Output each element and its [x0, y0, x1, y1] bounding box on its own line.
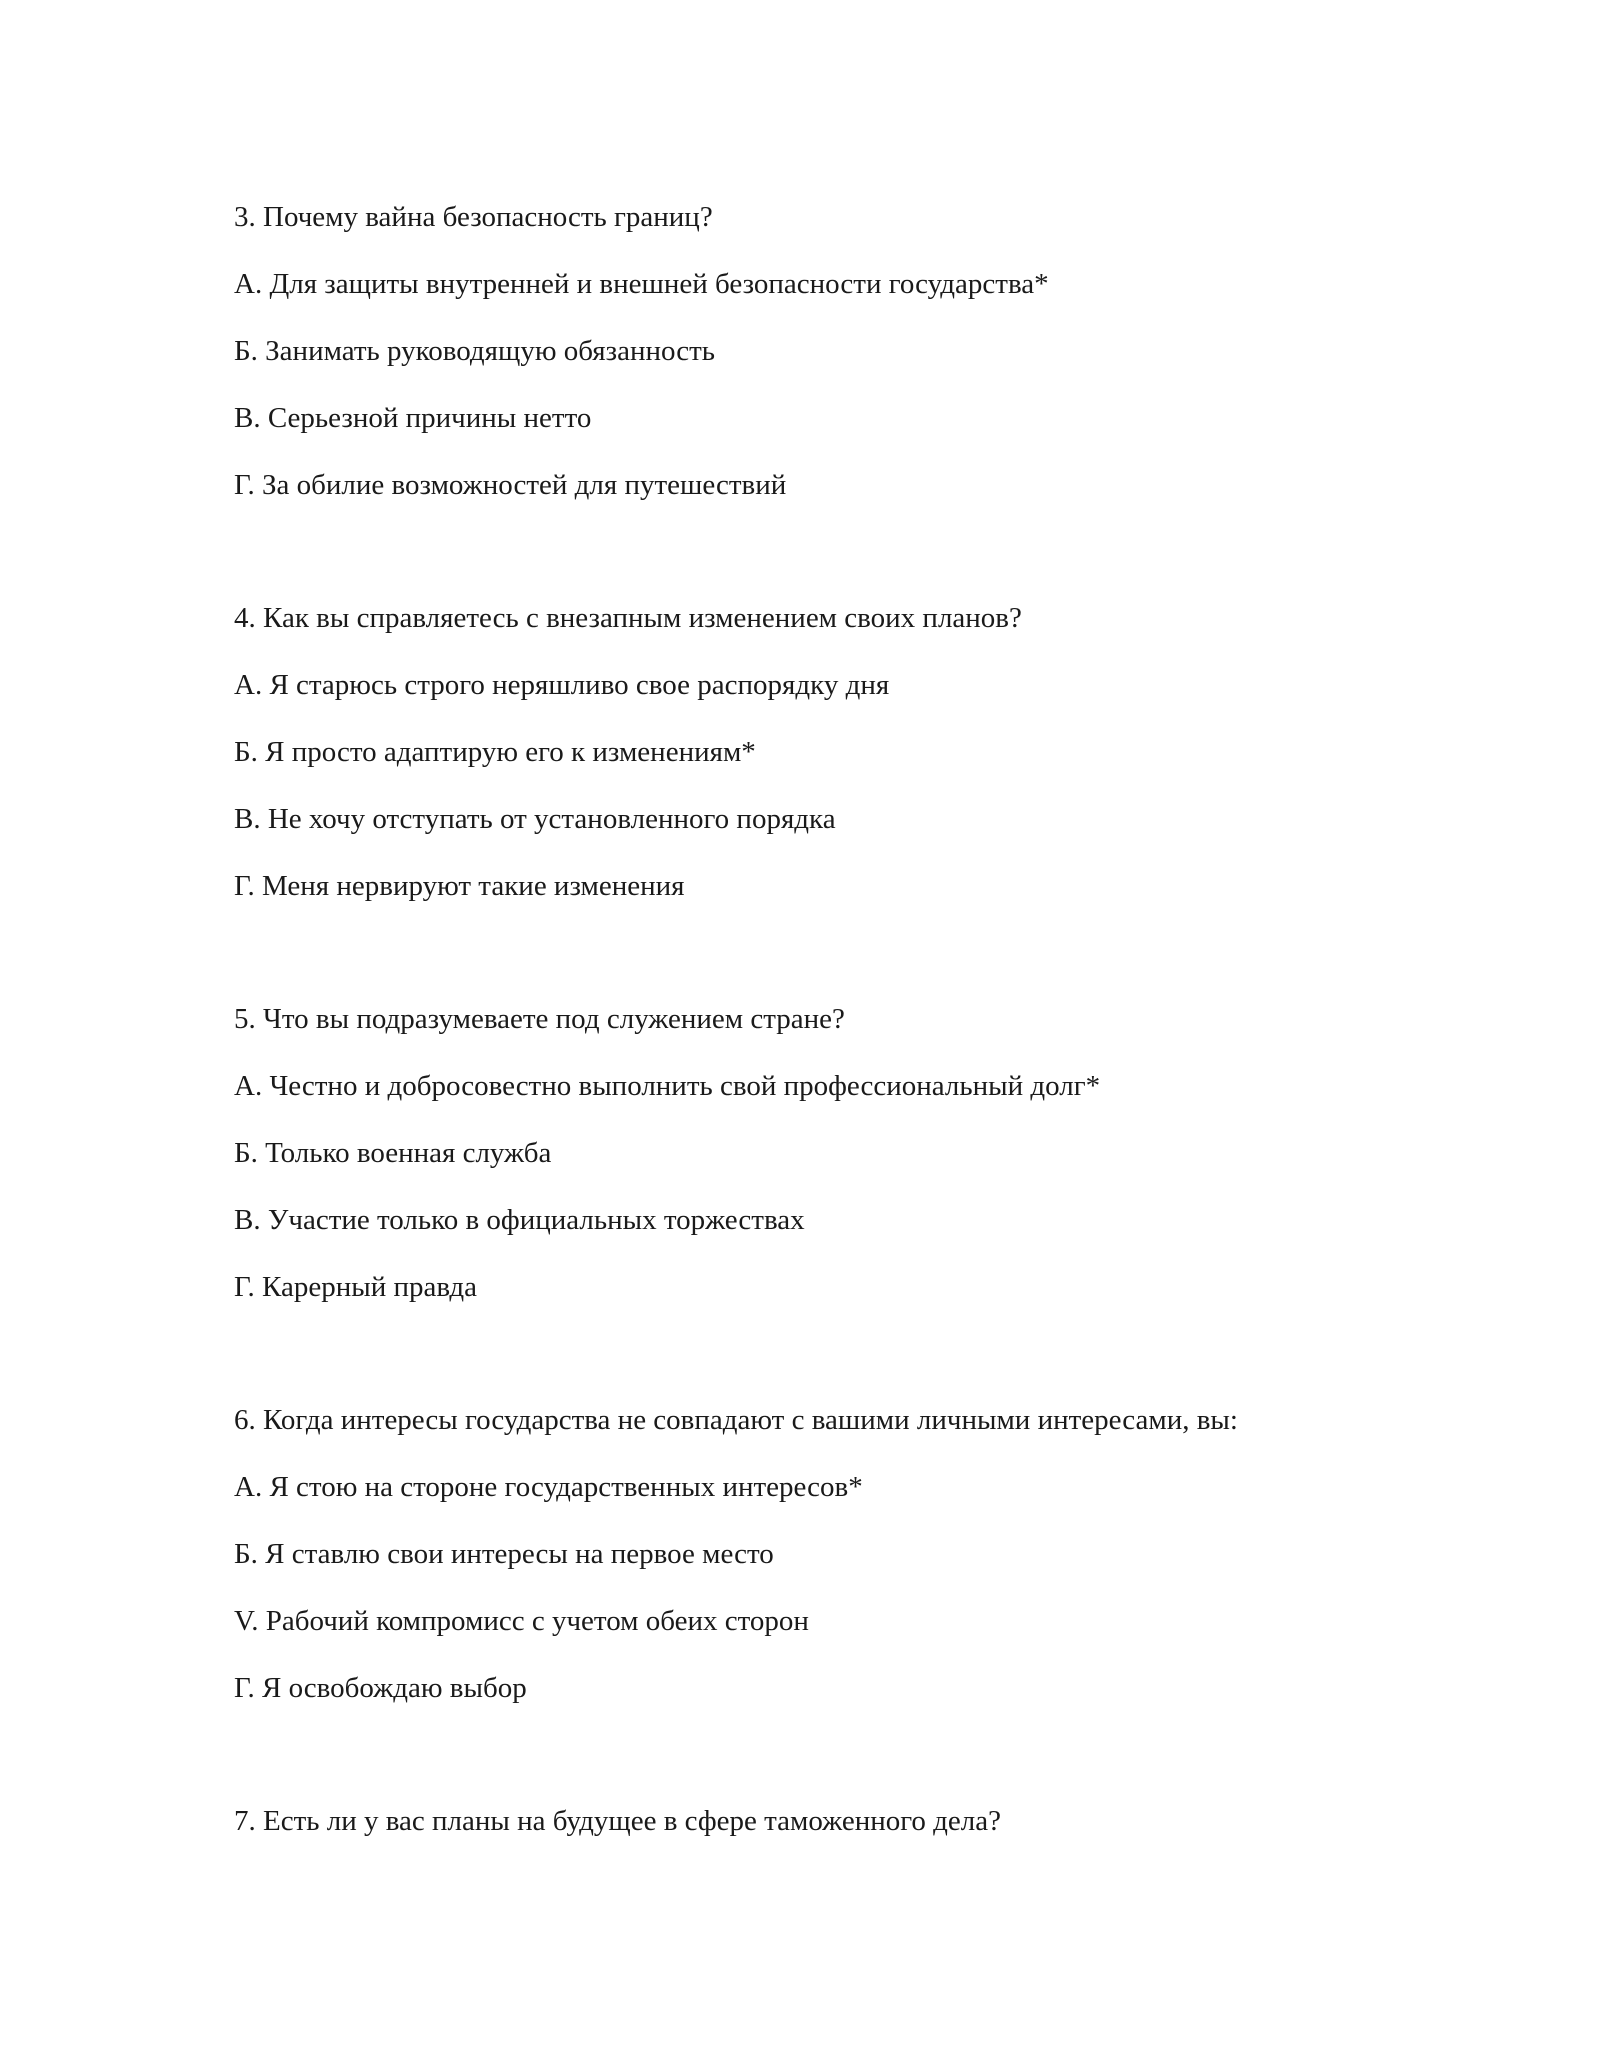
question-text: 3. Почему вайна безопасность границ? — [234, 201, 713, 233]
question-text: 4. Как вы справляетесь с внезапным изменением своих планов? — [234, 602, 1022, 634]
question-4 — [234, 585, 1434, 920]
question-text: 5. Что вы подразумеваете под служением стране? — [234, 1003, 845, 1035]
answer-option-a: А. Для защиты внутренней и внешней безопасности государства* — [234, 268, 1049, 300]
answer-option-v: В. Не хочу отступать от установленного порядка — [234, 803, 836, 835]
question-text: 7. Есть ли у вас планы на будущее в сфере таможенного дела? — [234, 1805, 1001, 1837]
answer-option-a: А. Я стою на стороне государственных интересов* — [234, 1471, 863, 1503]
answer-option-b: Б. Я просто адаптирую его к изменениям* — [234, 736, 756, 768]
answer-option-g: Г. Меня нервируют такие изменения — [234, 870, 685, 902]
answer-option-b: Б. Только военная служба — [234, 1137, 552, 1169]
question-7 — [234, 1788, 1434, 1855]
answer-option-g: Г. За обилие возможностей для путешествий — [234, 469, 787, 501]
question-text: 6. Когда интересы государства не совпадают с вашими личными интересами, вы: — [234, 1404, 1238, 1436]
questionnaire — [234, 184, 1434, 1921]
answer-option-g: Г. Я освобождаю выбор — [234, 1672, 527, 1704]
question-5 — [234, 986, 1434, 1321]
answer-option-b: Б. Я ставлю свои интересы на первое место — [234, 1538, 774, 1570]
answer-option-v: V. Рабочий компромисс с учетом обеих сторон — [234, 1605, 809, 1637]
answer-option-a: А. Честно и добросовестно выполнить свой профессиональный долг* — [234, 1070, 1101, 1102]
question-3 — [234, 184, 1434, 519]
answer-option-v: В. Участие только в официальных торжествах — [234, 1204, 805, 1236]
question-6 — [234, 1387, 1434, 1722]
answer-option-g: Г. Карерный правда — [234, 1271, 477, 1303]
answer-option-b: Б. Занимать руководящую обязанность — [234, 335, 715, 367]
answer-option-v: В. Серьезной причины нетто — [234, 402, 592, 434]
answer-option-a: А. Я старюсь строго неряшливо свое распорядку дня — [234, 669, 890, 701]
